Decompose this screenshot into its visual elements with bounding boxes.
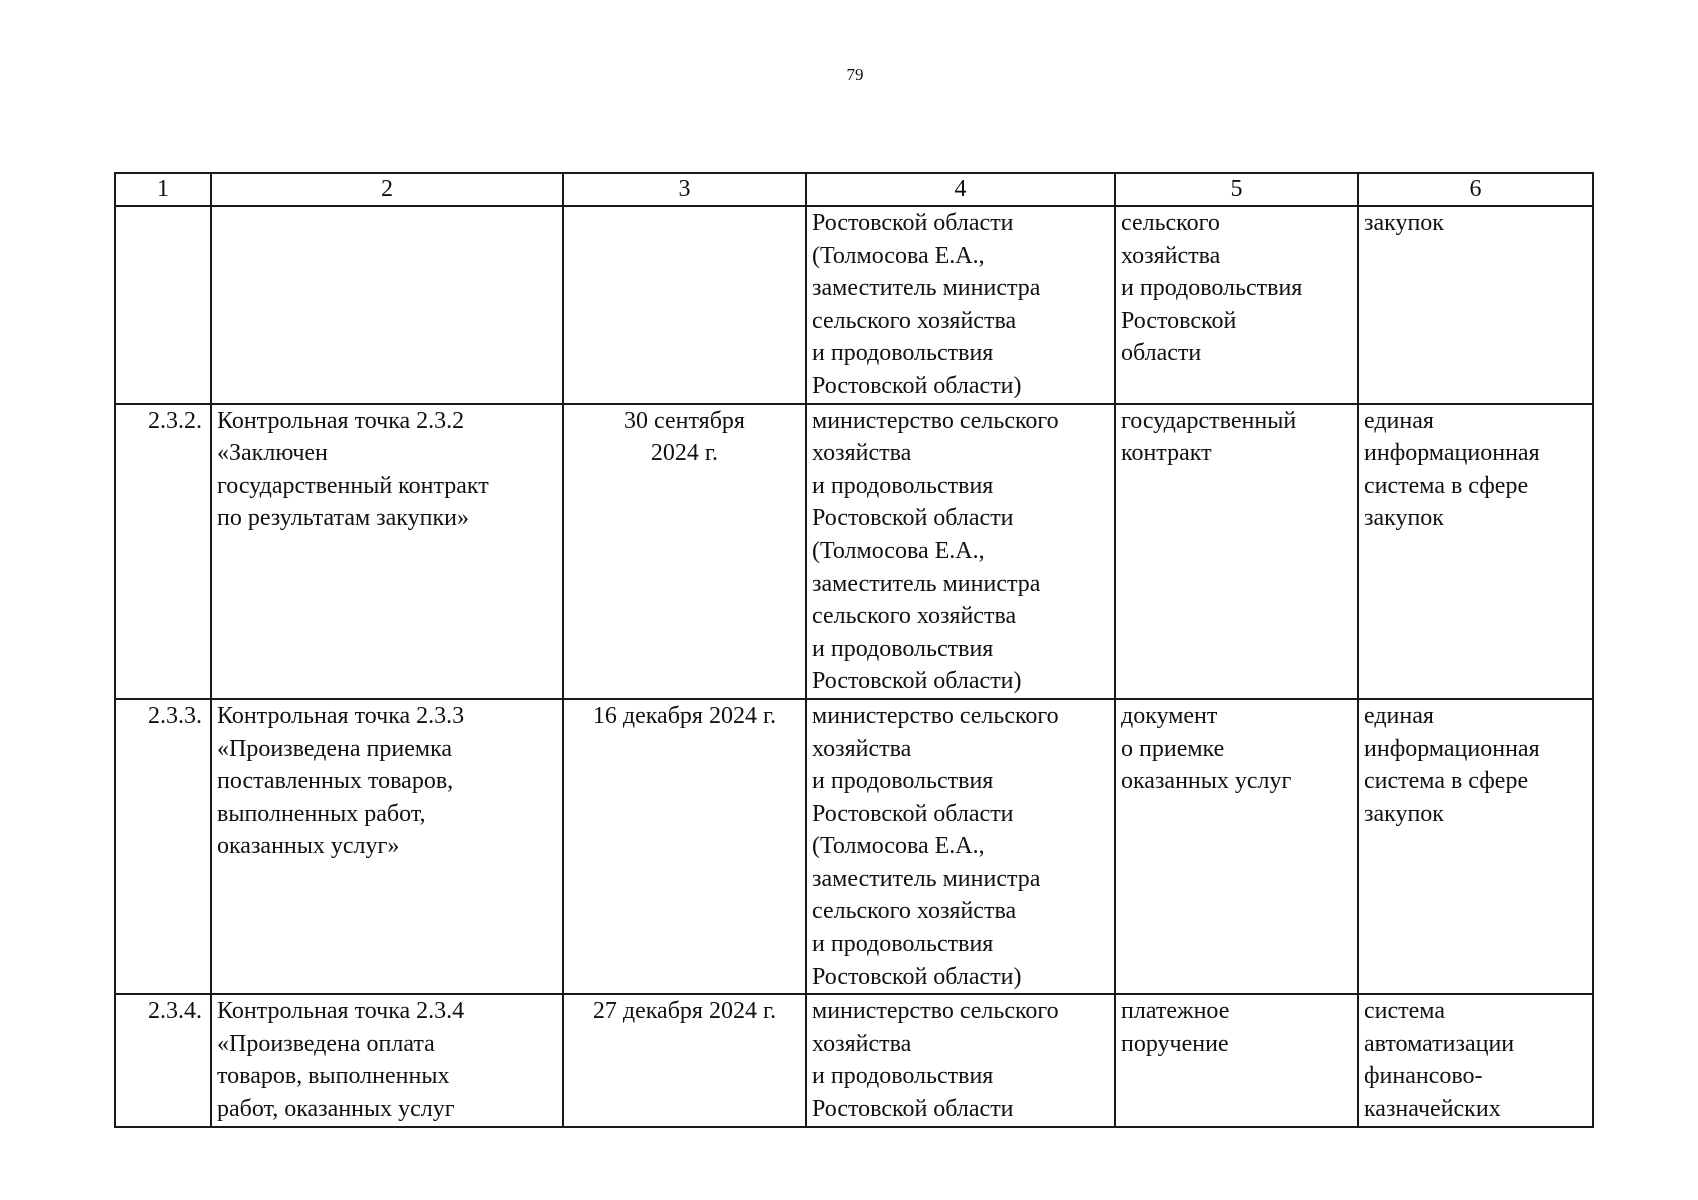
cell-text-line: оказанных услуг [1121,768,1292,795]
cell-text-line: и продовольствия [812,768,994,795]
cell-text-line: (Толмосова Е.А., [812,833,985,860]
cell-text-line: министерство сельского [812,998,1059,1025]
cell-text-line: информационная [1364,735,1540,762]
cell-text-line: 27 декабря 2024 г. [592,998,777,1025]
responsible-party-cell [806,994,1115,1126]
deadline-date-cell [563,404,806,699]
column-number-cell: 3 [563,173,806,206]
cell-text-line: Ростовской области [812,210,1014,236]
cell-text-line: выполненных работ, [217,800,426,827]
cell-text-line: и продовольствия [812,472,994,499]
cell-text-line: система [1364,998,1445,1025]
cell-text-line: информационная [1364,440,1540,467]
item-number-cell [115,404,211,699]
cell-text-line: закупок [1364,800,1444,827]
cell-text-line: и продовольствия [812,931,994,958]
responsible-party-cell [806,699,1115,994]
control-point-name-cell [211,994,563,1126]
column-number-cell: 1 [115,173,211,206]
table-row [115,994,1593,1126]
cell-text-line: Ростовской области) [812,963,1022,990]
cell-text-line: по результатам закупки» [217,505,469,532]
cell-text-line: платежное [1121,998,1230,1025]
cell-text-line: система в сфере [1364,768,1529,795]
information-system-cell [1358,206,1593,404]
cell-text-line: Ростовской [1121,307,1237,334]
cell-text-line: и продовольствия [812,635,994,662]
column-number-cell: 5 [1115,173,1358,206]
cell-text-line: Контрольная точка 2.3.2 [217,407,465,434]
cell-text-line: 30 сентября [624,407,745,434]
cell-text-line: сельского [1121,210,1220,236]
cell-text-line: министерство сельского [812,407,1059,434]
cell-text-line: 2.3.3. [148,702,202,729]
cell-text-line: закупок [1364,505,1444,532]
result-document-cell [1115,206,1358,404]
cell-text-line: сельского хозяйства [812,307,1017,334]
cell-text-line: контракт [1121,440,1212,467]
cell-text-line: работ, оказанных услуг [217,1096,455,1123]
column-number-cell: 2 [211,173,563,206]
cell-text-line: государственный [1121,407,1297,434]
cell-text-line: (Толмосова Е.А., [812,242,985,269]
table-row [115,206,1593,404]
result-document-cell [1115,404,1358,699]
page-number: 79 [846,65,864,84]
item-number-cell [115,699,211,994]
cell-text-line: о приемке [1121,735,1225,762]
cell-text-line: единая [1364,407,1434,434]
result-document-cell [1115,699,1358,994]
cell-text-line: казначейских [1364,1096,1501,1123]
cell-text-line: хозяйства [812,440,912,467]
item-number-cell [115,994,211,1126]
responsible-party-cell [806,206,1115,404]
cell-text-line: 2.3.4. [148,998,202,1025]
deadline-date-cell [563,206,806,404]
control-point-name-cell [211,404,563,699]
table-row [115,404,1593,699]
cell-text-line: единая [1364,702,1434,729]
cell-text-line: сельского хозяйства [812,603,1017,630]
cell-text-line: 2024 г. [650,440,719,467]
cell-text-line: хозяйства [1121,242,1221,269]
deadline-date-cell [563,699,806,994]
cell-text-line: заместитель министра [812,275,1041,302]
table-row [115,699,1593,994]
column-number-row [115,173,1593,206]
information-system-cell [1358,404,1593,699]
cell-text-line: закупок [1364,210,1444,236]
cell-text-line: «Произведена приемка [217,735,453,762]
cell-text-line: области [1121,340,1202,367]
cell-text-line: министерство сельского [812,702,1059,729]
cell-text-line: Контрольная точка 2.3.3 [217,702,465,729]
cell-text-line: Ростовской области [812,505,1014,532]
cell-text-line: поставленных товаров, [217,768,454,795]
item-number-cell [115,206,211,404]
column-number-cell: 4 [806,173,1115,206]
cell-text-line: финансово- [1364,1063,1483,1090]
cell-text-line: государственный контракт [217,472,489,499]
cell-text-line: сельского хозяйства [812,898,1017,925]
cell-text-line: (Толмосова Е.А., [812,537,985,564]
cell-text-line: товаров, выполненных [217,1063,450,1090]
cell-text-line: и продовольствия [1121,275,1303,302]
cell-text-line: хозяйства [812,735,912,762]
cell-text-line: Ростовской области) [812,372,1022,399]
information-system-cell [1358,994,1593,1126]
cell-text-line: поручение [1121,1030,1229,1057]
control-point-name-cell [211,699,563,994]
table-body [115,173,1593,1127]
control-points-table [114,172,1594,1128]
cell-text-line: система в сфере [1364,472,1529,499]
cell-text-line: Ростовской области [812,800,1014,827]
cell-text-line: автоматизации [1364,1030,1515,1057]
cell-text-line: заместитель министра [812,865,1041,892]
cell-text-line: документ [1121,702,1218,729]
cell-text-line: заместитель министра [812,570,1041,597]
cell-text-line: оказанных услуг» [217,833,400,860]
cell-text-line: 2.3.2. [148,407,202,434]
cell-text-line: и продовольствия [812,1063,994,1090]
information-system-cell [1358,699,1593,994]
control-point-name-cell [211,206,563,404]
cell-text-line: «Произведена оплата [217,1030,435,1057]
cell-text-line: Ростовской области [812,1096,1014,1123]
cell-text-line: «Заключен [217,440,328,467]
column-number-cell: 6 [1358,173,1593,206]
result-document-cell [1115,994,1358,1126]
cell-text-line: 16 декабря 2024 г. [592,702,777,729]
cell-text-line: хозяйства [812,1030,912,1057]
cell-text-line: Ростовской области) [812,668,1022,695]
responsible-party-cell [806,404,1115,699]
deadline-date-cell [563,994,806,1126]
cell-text-line: и продовольствия [812,340,994,367]
cell-text-line: Контрольная точка 2.3.4 [217,998,465,1025]
